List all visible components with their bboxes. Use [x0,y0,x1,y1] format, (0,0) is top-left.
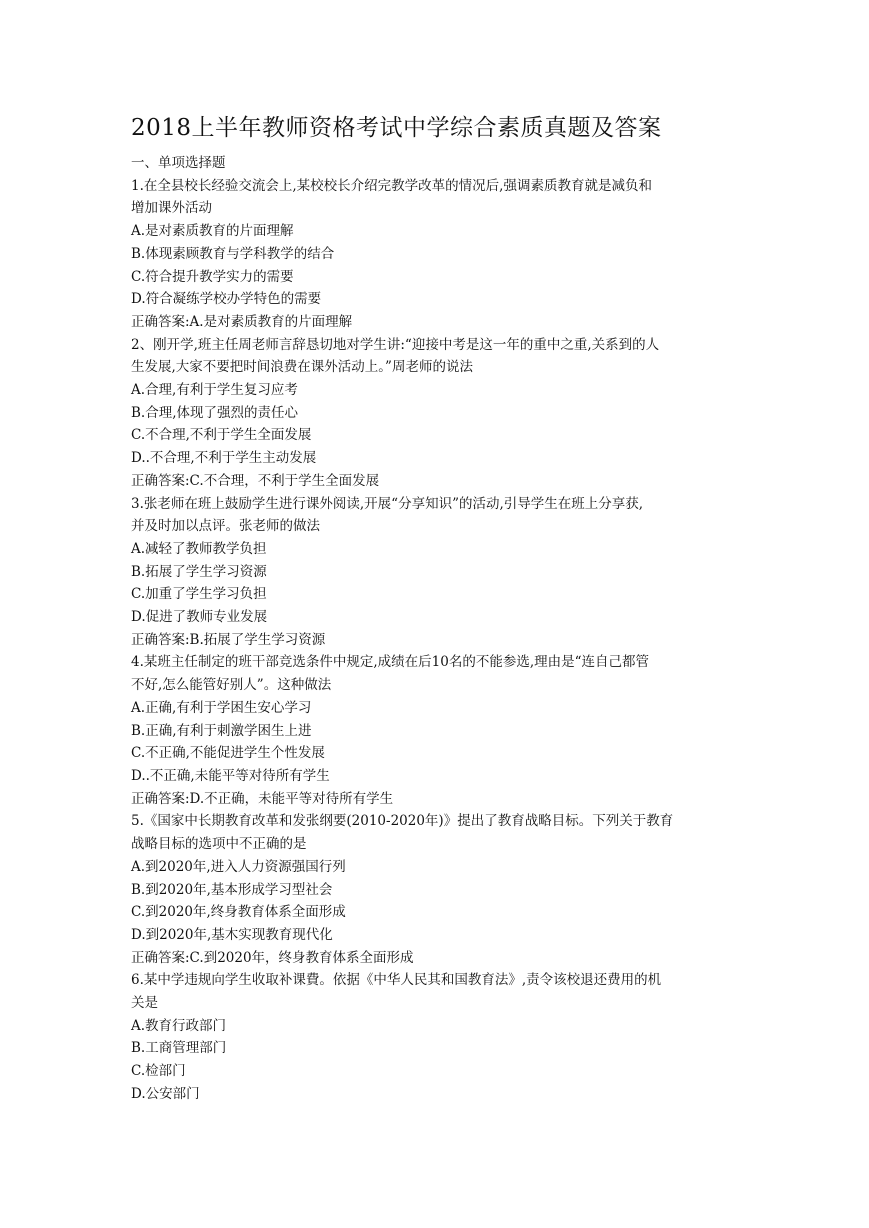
question-item [131,493,743,652]
answer-option: B.体现素顾教育与学科教学的结合 [131,245,335,262]
question-stem-line: 5.《国家中长期教育改革和发张纲要(2010-2020年)》提出了教育战略目标。下列关于教育 [131,813,674,830]
section-heading: 一、单项选择题 [131,155,226,171]
question-stem-line: 3.张老师在班上鼓励学生进行课外阅读,开展“分享知识”的活动,引导学生在班上分享获, [131,495,644,512]
answer-option: C.检部门 [131,1063,186,1080]
answer-option: A.教育行政部门 [131,1017,227,1034]
answer-option: A.正确,有利于学困生安心学习 [131,699,312,716]
question-item [131,334,743,493]
question-stem-line: 4.某班主任制定的班干部竞选条件中规定,成绩在后10名的不能参选,理由是“连自己都管 [131,654,650,671]
answer-option: A.到2020年,进入人力资源强国行列 [131,858,346,875]
answer-option: B.工商管理部门 [131,1040,227,1057]
answer-option: D..不正确,未能平等对待所有学生 [131,767,330,784]
answer-option: C.不正确,不能促进学生个性发展 [131,745,325,762]
answer-option: C.加重了学生学习负担 [131,586,267,603]
question-list [131,175,743,1106]
correct-answer: 正确答案:C.到2020年，终身教育体系全面形成 [131,949,414,966]
answer-option: D.公安部门 [131,1085,200,1102]
answer-option: D.促进了教师专业发展 [131,609,268,626]
correct-answer: 正确答案:C.不合理，不利于学生全面发展 [131,472,380,489]
question-item [131,175,743,334]
question-stem-line: 战略目标的选项中不正确的是 [131,836,307,853]
question-stem-line: 2、刚开学,班主任周老师言辞恳切地对学生讲:“迎接中考是这一年的重中之重,关系到的人 [131,336,660,353]
answer-option: B.拓展了学生学习资源 [131,563,267,580]
document-title: 2018上半年教师资格考试中学综合素质真题及答案 [131,115,662,141]
question-stem-line: 并及时加以点评。张老师的做法 [131,518,320,535]
answer-option: C.符合提升教学实力的需要 [131,268,294,285]
answer-option: D.到2020年,基木实现教育现代化 [131,926,333,943]
answer-option: C.不合理,不利于学生全面发展 [131,427,312,444]
document-page [131,112,743,1106]
question-stem-line: 生发展,大家不要把时间浪费在课外活动上。”周老师的说法 [131,359,473,376]
question-item [131,969,743,1105]
answer-option: B.正确,有利于刺激学困生上进 [131,722,312,739]
question-stem-line: 6.某中学违规向学生收取补课費。依据《中华人民其和国教育法》,责令该校退还费用的机 [131,972,662,989]
correct-answer: 正确答案:B.拓展了学生学习资源 [131,631,326,648]
question-stem-line: 增加课外活动 [131,200,212,217]
answer-option: A.是对素质教育的片面理解 [131,223,294,240]
answer-option: D..不合理,不利于学生主动发展 [131,450,317,467]
question-stem-line: 关是 [131,995,158,1012]
question-item [131,651,743,810]
answer-option: B.合理,体现了强烈的责任心 [131,404,299,421]
answer-option: B.到2020年,基本形成学习型社会 [131,881,333,898]
correct-answer: 正确答案:D.不正确，未能平等对待所有学生 [131,790,394,807]
question-stem-line: 不好,怎么能管好别人”。这种做法 [131,677,332,694]
answer-option: A.合理,有利于学生复习应考 [131,382,298,399]
question-stem-line: 1.在全县校长经验交流会上,某校校长介绍完教学改革的情况后,强调素质教育就是减负和 [131,177,652,194]
question-item [131,810,743,969]
correct-answer: 正确答案:A.是对素质教育的片面理解 [131,313,353,330]
answer-option: C.到2020年,终身教育体系全面形成 [131,904,346,921]
answer-option: A.减轻了教师教学负担 [131,540,267,557]
answer-option: D.符合凝练学校办学特色的需要 [131,291,322,308]
